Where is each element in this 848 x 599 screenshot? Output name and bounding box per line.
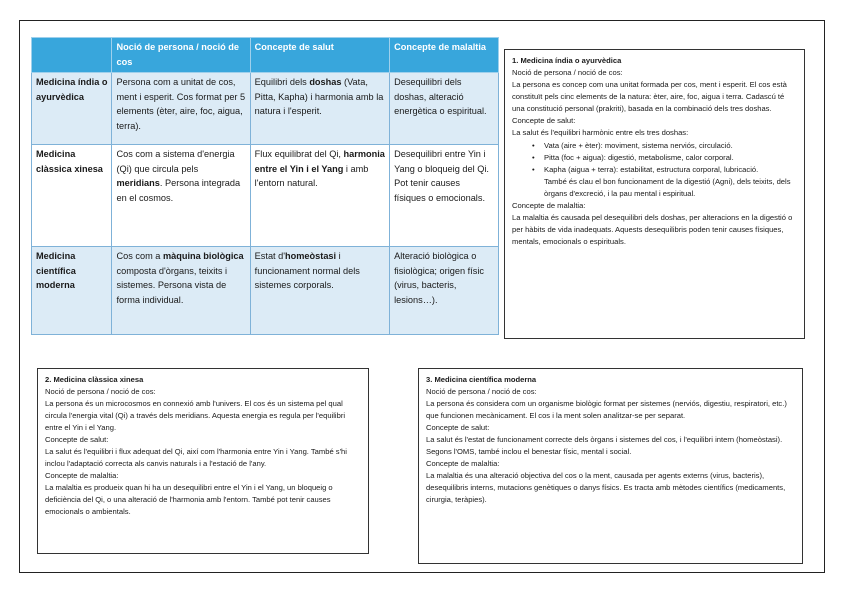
persona-label: Noció de persona / noció de cos: bbox=[426, 387, 537, 396]
cell-persona: Persona com a unitat de cos, ment i esperit. Cos format per 5 elements (èter, aire, foc, aigua, terra). bbox=[112, 73, 250, 145]
header-cell-empty bbox=[32, 38, 112, 73]
box-title: 2. Medicina clàssica xinesa bbox=[45, 375, 144, 384]
header-cell-malaltia: Concepte de malaltia bbox=[390, 38, 499, 73]
row-heading: Medicina índia o ayurvèdica bbox=[32, 73, 112, 145]
persona-label: Noció de persona / noció de cos: bbox=[45, 387, 156, 396]
cell-bold-text: homeòstasi bbox=[285, 251, 337, 261]
cell-text: composta d'òrgans, teixits i sistemes. Persona vista de forma individual. bbox=[116, 265, 228, 305]
malaltia-text: La malaltia es produeix quan hi ha un desequilibri entre el Yin i el Yang, un bloqueig o deficiència del Qi, o una alteració de l'harmonia amb l'entorn. També pot tenir causes emocionals o ambientals. bbox=[45, 483, 333, 516]
malaltia-label: Concepte de malaltia: bbox=[45, 471, 119, 480]
malaltia-text: La malaltia és una alteració objectiva del cos o la ment, causada per agents externs (virus, bacteris), desequilibris interns, mutacions genètiques o danys físics. Es tracta amb mètodes científics (medicaments, cirurgia, teràpies). bbox=[426, 471, 786, 504]
list-item: • Vata (aire + èter): moviment, sistema nerviós, circulació. bbox=[544, 140, 797, 152]
comparison-table bbox=[31, 37, 499, 335]
box-title: 3. Medicina científica moderna bbox=[426, 375, 537, 384]
cell-text: Cos com a sistema d'energia (Qi) que circula pels bbox=[116, 149, 235, 174]
table-header-row bbox=[32, 38, 499, 73]
cell-malaltia: Alteració biològica o fisiològica; origen físic (virus, bacteris, lesions…). bbox=[390, 247, 499, 335]
cell-text: i amb l'entorn natural. bbox=[254, 163, 369, 188]
cell-malaltia: Desequilibri entre Yin i Yang o bloqueig del Qi. Pot tenir causes físiques o emocionals. bbox=[390, 145, 499, 247]
persona-text: La persona és considera com un organisme biològic format per sistemes (nerviós, digestiu, respiratori, etc.) que funcionen mecànicament. El cos i la ment solen analitzar-se per separat. bbox=[426, 399, 787, 420]
cell-bold-text: doshas bbox=[309, 77, 342, 87]
table-row bbox=[32, 247, 499, 335]
header-cell-persona: Noció de persona / noció de cos bbox=[112, 38, 250, 73]
cell-persona bbox=[112, 145, 250, 247]
salut-text: La salut és l'equilibri i flux adequat del Qi, així com l'harmonia entre Yin i Yang. També s'hi inclou l'adaptació correcta als canvis naturals i a l'estació de l'any. bbox=[45, 447, 347, 468]
list-item: • Pitta (foc + aigua): digestió, metabolisme, calor corporal. bbox=[544, 152, 797, 164]
malaltia-text: La malaltia és causada pel desequilibri dels doshas, per alteracions en la digestió o per hàbits de vida inadequats. Aquests desequilibris poden tenir causes físiques, mentals, emocionals o espirituals. bbox=[512, 213, 793, 246]
cell-text: Estat d' bbox=[254, 251, 286, 261]
row-heading: Medicina científica moderna bbox=[32, 247, 112, 335]
cell-salut bbox=[250, 247, 389, 335]
doshas-list bbox=[512, 140, 797, 176]
cell-bold-text: màquina biològica bbox=[162, 251, 244, 261]
salut-text: La salut és l'estat de funcionament correcte dels òrgans i sistemes del cos, i l'equilibri intern (homeòstasi). Segons l'OMS, també inclou el benestar físic, mental i social. bbox=[426, 435, 783, 456]
table-row bbox=[32, 73, 499, 145]
malaltia-label: Concepte de malaltia: bbox=[426, 459, 500, 468]
cell-text: (Vata, Pitta, Kapha) i harmonia amb la natura i l'esperit. bbox=[254, 77, 384, 116]
cell-persona bbox=[112, 247, 250, 335]
salut-text: La salut és l'equilibri harmònic entre els tres doshas: bbox=[512, 128, 689, 137]
persona-text: La persona es concep com una unitat formada per cos, ment i esperit. El cos està constituït pels cinc elements de la natura: èter, aire, foc, aigua i terra. Cadascú té una constitució personal (prakriti), basada en la combinació dels tres doshas. bbox=[512, 80, 787, 113]
list-item: • Kapha (aigua + terra): estabilitat, estructura corporal, lubricació. bbox=[544, 164, 797, 176]
malaltia-label: Concepte de malaltia: bbox=[512, 201, 586, 210]
cell-bold-text: meridians bbox=[116, 178, 160, 188]
ayurveda-summary-box bbox=[504, 49, 805, 339]
cell-text: Cos com a bbox=[116, 251, 163, 261]
cell-salut bbox=[250, 145, 389, 247]
extra-text: També és clau el bon funcionament de la digestió (Agni), dels teixits, dels òrgans d'excreció, i la pau mental i espiritual. bbox=[544, 177, 791, 198]
header-cell-salut: Concepte de salut bbox=[250, 38, 389, 73]
cell-bold-text: harmonia entre el Yin i el Yang bbox=[254, 149, 385, 174]
salut-label: Concepte de salut: bbox=[45, 435, 109, 444]
cell-salut bbox=[250, 73, 389, 145]
persona-text: La persona és un microcosmos en connexió amb l'univers. El cos és un sistema pel qual circula l'energia vital (Qi) a través dels meridians. Aquesta energia es regula per l'equilibri entre el Yin i el Yang. bbox=[45, 399, 346, 432]
cell-malaltia: Desequilibri dels doshas, alteració energètica o espiritual. bbox=[390, 73, 499, 145]
cientifica-summary-box bbox=[418, 368, 803, 564]
xinesa-summary-box bbox=[37, 368, 369, 554]
box-title: 1. Medicina índia o ayurvèdica bbox=[512, 56, 622, 65]
cell-text: i funcionament normal dels sistemes corporals. bbox=[254, 251, 360, 290]
salut-label: Concepte de salut: bbox=[512, 116, 576, 125]
persona-label: Noció de persona / noció de cos: bbox=[512, 68, 623, 77]
salut-label: Concepte de salut: bbox=[426, 423, 490, 432]
table-row bbox=[32, 145, 499, 247]
row-heading: Medicina clàssica xinesa bbox=[32, 145, 112, 247]
cell-text: Equilibri dels bbox=[254, 77, 310, 87]
cell-text: . Persona integrada en el cosmos. bbox=[116, 178, 241, 203]
cell-text: Flux equilibrat del Qi, bbox=[254, 149, 344, 159]
